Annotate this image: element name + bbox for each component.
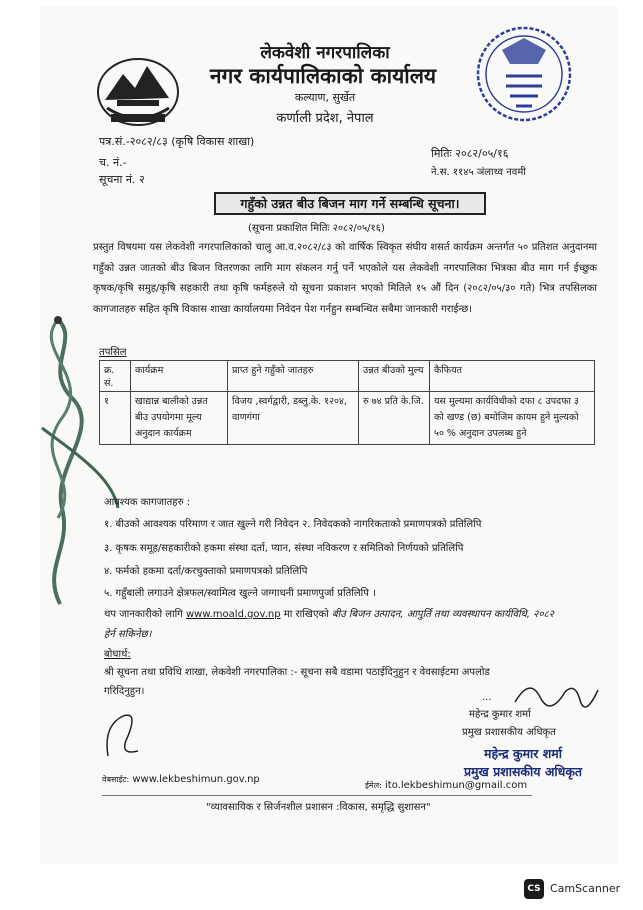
list-item: ४. फर्मको हकमा दर्ता/करचुक्ताको प्रमाणपत्रको प्रतिलिपि: [104, 566, 308, 577]
stamp-name: महेन्द्र कुमार शर्मा: [484, 746, 562, 761]
dispatch-number: च. नं.-: [99, 156, 127, 169]
municipality-name: लेकवेशी नगरपालिका: [260, 43, 390, 63]
table-cell: १: [100, 392, 131, 445]
table-cell: खाद्यान्न बालीको उन्नत बीउ उपयोगमा मूल्य अनुदान कार्यक्रम: [131, 392, 228, 445]
notice-body: प्रस्तुत विषयमा यस लेकवेशी नगरपालिकाको चालु आ.व.२०८२/८३ को वार्षिक स्विकृत संघीय शसर्त कार्यक्रम अन्तर्गत ५० प्रतिशत अनुदानमा गहुँको उन्नत जातको बीउ बिजन वितरणका लागि माग संकलन गर्नु पर्ने भएकोले यस लेकवेशी नगरपालिका भित्रका बीउ माग गर्न ईच्छुक कृषक/कृषि समुह/कृषि सहकारी तथा कृषि फर्महरुले यो सूचना प्रकाशन भएको मितिले १५ औं दिन (२०८२/०५/३० गते) भित्र तपसिलका कागजातहरु सहित कृषि विकास शाखा कार्यालयमा निवेदन पेश गर्नहुन सम्बन्धित सबैमा जानकारी गराईन्छ।: [93, 242, 597, 315]
more-info-prefix: थप जानकारीको लागि: [104, 609, 183, 620]
office-stamp: [472, 20, 576, 128]
list-item: १. बीउको आवश्यक परिमाण र जात खुल्ने गरी निवेदन २. निवेदकको नागरिकताको प्रमाणपत्रको प्रतिलिपि: [104, 519, 482, 530]
table-header: क्र. सं.: [100, 361, 131, 392]
office-province: कर्णाली प्रदेश, नेपाल: [276, 111, 374, 126]
table-header: उन्नत बीउको मुल्य: [359, 361, 430, 392]
footer-motto: "व्यावसायिक र सिर्जनशील प्रशासन :विकास, समृद्धि सुशासन": [206, 802, 431, 813]
table-cell: विजय ,स्वर्गद्वारी, डब्लु.के. १२०४, वाणगंगा: [228, 392, 359, 445]
docs-heading: आवश्यक कागजातहरु :: [104, 497, 191, 508]
guideline-name: बीउ बिजन उत्पादन, आपुर्ति तथा व्यवस्थापन कार्यविधि, २०८२: [331, 609, 554, 620]
table-header: कार्यक्रम: [131, 361, 228, 392]
ministry-website-link[interactable]: www.moald.gov.np: [186, 609, 281, 620]
footer-website: [102, 774, 260, 785]
table-caption: तपसिल: [99, 347, 127, 358]
bodharth-text-cont: गरिदिनुहुन।: [104, 686, 145, 697]
letter-number: पत्र.सं.-२०८२/८३ (कृषि विकास शाखा): [99, 135, 255, 148]
table-header: प्राप्त हुने गहुँको जातहरु: [228, 361, 359, 392]
table-cell: यस मुल्यमा कार्यविधीको दफा ८ उपदफा ३ को खण्ड (छ) बमोजिम कायम हुने मुल्यको ५० % अनुदान उपलब्ध हुने: [430, 392, 595, 445]
signer-role: प्रमुख प्रशासकीय अधिकृत: [462, 727, 556, 738]
signature-dots: ...: [482, 692, 492, 703]
more-info-line: [104, 606, 554, 620]
notice-title: गहुँको उन्नत बीउ बिजन माग गर्ने सम्बन्धि सूचना।: [214, 192, 486, 215]
footer-email-label: ईमेल:: [365, 781, 382, 790]
date: मितिः २०८२/०५/१६: [431, 147, 509, 160]
office-name: नगर कार्यपालिकाको कार्यालय: [209, 64, 437, 88]
table-cell: रु ७४ प्रति के.जि.: [359, 392, 430, 445]
office-location: कल्याण, सुर्खेत: [294, 91, 356, 104]
bodharth-heading: बोधार्थ:: [104, 649, 131, 660]
bodharth-text: श्री सूचना तथा प्रविधि शाखा, लेकवेशी नगरपालिका :- सूचना सबै वडामा पठाईदिनुहुन र वेवसाईटमा अपलोड: [104, 667, 490, 678]
footer-website-label: वेबसाईट:: [102, 775, 130, 784]
notice-number: सूचना नं. २: [99, 173, 145, 186]
initial-signature: [98, 706, 148, 766]
list-item: ३. कृषक समूह/सहकारीको हकमा संस्था दर्ता, प्यान, संस्था नविकरण र समितिको निर्णयको प्रतिलिपि: [104, 543, 464, 554]
footer-email: [365, 780, 527, 791]
signature-stamp: [438, 745, 608, 781]
publish-date: (सूचना प्रकाशित मितिः २०८२/०५/१६): [248, 223, 385, 234]
list-item: ५. गहुँबाली लगाउने क्षेत्रफल/स्वामित्व खुल्ने जग्गाधनी प्रमाणपुर्जा प्रतिलिपि ।: [104, 588, 376, 599]
emblem-logo: [95, 48, 181, 128]
more-info-suffix: हेर्न सकिनेछ।: [104, 629, 152, 640]
table-row: [100, 392, 595, 445]
details-table: [99, 360, 595, 445]
stamp-role: प्रमुख प्रशासकीय अधिकृत: [463, 764, 583, 779]
email-link[interactable]: ito.lekbeshimun@gmail.com: [385, 780, 528, 791]
table-header: कैफियत: [430, 361, 595, 392]
footer-divider: [102, 795, 532, 796]
table-header-row: [100, 361, 595, 392]
camscanner-logo-icon: CS: [524, 879, 544, 899]
municipality-website-link[interactable]: www.lekbeshimun.gov.np: [132, 774, 260, 785]
camscanner-label: CamScanner: [550, 882, 621, 895]
nepal-sambat-date: ने.स. ११४५ ञंलाथ्व नवमी: [431, 167, 526, 178]
signer-name: महेन्द्र कुमार शर्मा: [469, 709, 531, 720]
more-info-mid: मा राखिएको: [283, 609, 329, 620]
